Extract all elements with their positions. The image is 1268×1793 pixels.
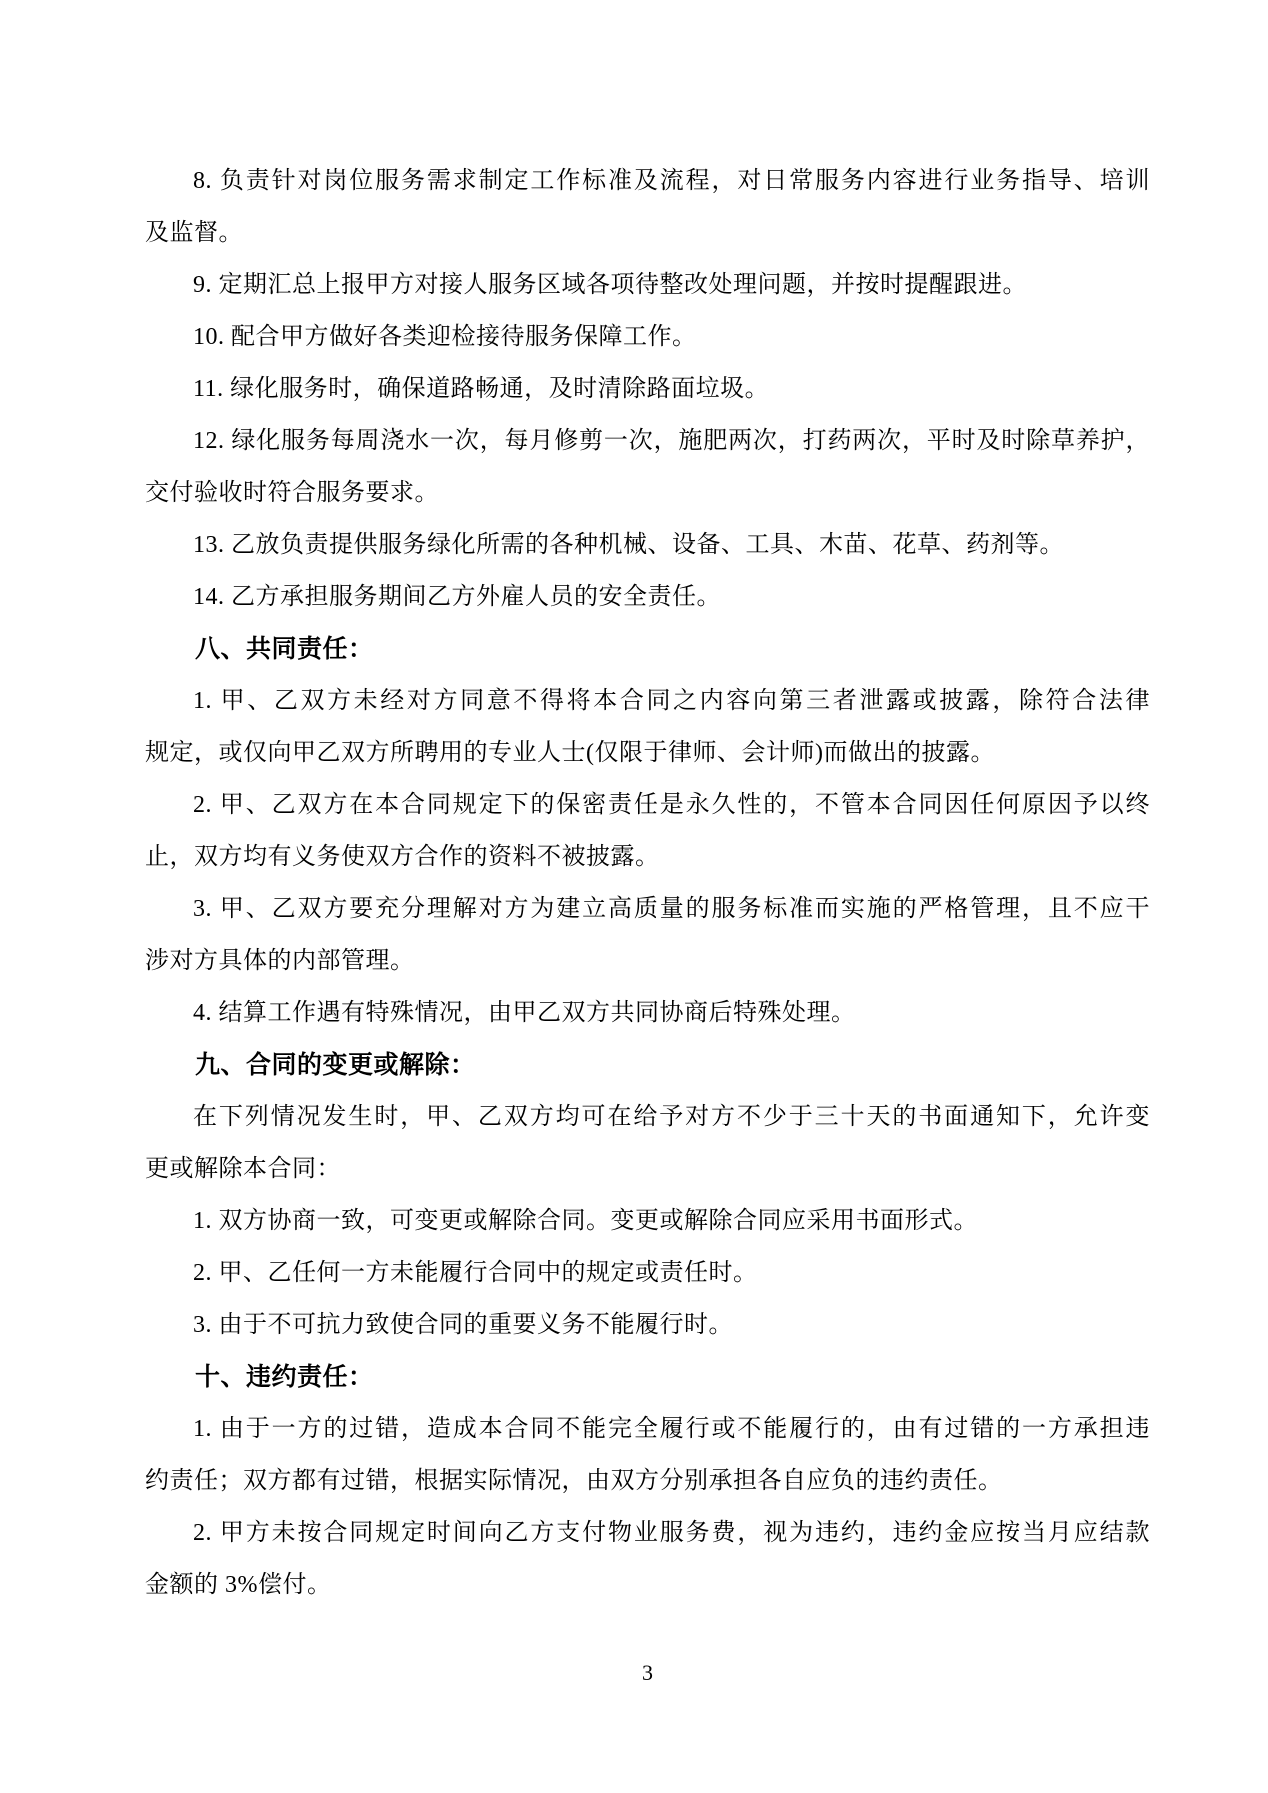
clause-line: 规定，或仅向甲乙双方所聘用的专业人士(仅限于律师、会计师)而做出的披露。 xyxy=(145,740,995,766)
clause-line: 涉对方具体的内部管理。 xyxy=(145,948,415,974)
clause-line: 10. 配合甲方做好各类迎检接待服务保障工作。 xyxy=(193,324,697,350)
clause-line: 8. 负责针对岗位服务需求制定工作标准及流程，对日常服务内容进行业务指导、培训 xyxy=(193,168,1150,194)
clause-line: 12. 绿化服务每周浇水一次，每月修剪一次，施肥两次，打药两次，平时及时除草养护， xyxy=(193,428,1150,454)
clause-line: 止，双方均有义务使双方合作的资料不被披露。 xyxy=(145,844,660,870)
section-heading: 九、合同的变更或解除： xyxy=(195,1051,476,1079)
clause-line: 4. 结算工作遇有特殊情况，由甲乙双方共同协商后特殊处理。 xyxy=(193,1000,856,1026)
clause-line: 约责任；双方都有过错，根据实际情况，由双方分别承担各自应负的违约责任。 xyxy=(145,1468,1003,1494)
clause-line: 更或解除本合同： xyxy=(145,1156,341,1182)
section-heading: 八、共同责任： xyxy=(195,635,374,663)
clause-line: 9. 定期汇总上报甲方对接人服务区域各项待整改处理问题，并按时提醒跟进。 xyxy=(193,272,1027,298)
clause-line: 2. 甲、乙任何一方未能履行合同中的规定或责任时。 xyxy=(193,1260,758,1286)
clause-line: 1. 双方协商一致，可变更或解除合同。变更或解除合同应采用书面形式。 xyxy=(193,1208,978,1234)
clause-line: 1. 甲、乙双方未经对方同意不得将本合同之内容向第三者泄露或披露，除符合法律 xyxy=(193,688,1150,714)
clause-line: 在下列情况发生时，甲、乙双方均可在给予对方不少于三十天的书面通知下，允许变 xyxy=(193,1104,1150,1130)
clause-line: 2. 甲、乙双方在本合同规定下的保密责任是永久性的，不管本合同因任何原因予以终 xyxy=(193,792,1150,818)
clause-line: 11. 绿化服务时，确保道路畅通，及时清除路面垃圾。 xyxy=(193,376,770,402)
clause-line: 3. 由于不可抗力致使合同的重要义务不能履行时。 xyxy=(193,1312,733,1338)
page-number: 3 xyxy=(642,1660,653,1685)
clause-line: 交付验收时符合服务要求。 xyxy=(145,480,439,506)
clause-line: 1. 由于一方的过错，造成本合同不能完全履行或不能履行的，由有过错的一方承担违 xyxy=(193,1416,1150,1442)
section-heading: 十、违约责任： xyxy=(195,1363,374,1391)
clause-line: 13. 乙放负责提供服务绿化所需的各种机械、设备、工具、木苗、花草、药剂等。 xyxy=(193,532,1064,558)
clause-line: 3. 甲、乙双方要充分理解对方为建立高质量的服务标准而实施的严格管理，且不应干 xyxy=(193,896,1150,922)
clause-line: 14. 乙方承担服务期间乙方外雇人员的安全责任。 xyxy=(193,584,721,610)
contract-text-block xyxy=(145,155,1150,1611)
clause-line: 2. 甲方未按合同规定时间向乙方支付物业服务费，视为违约，违约金应按当月应结款 xyxy=(193,1520,1150,1546)
clause-line: 及监督。 xyxy=(145,220,243,246)
clause-line: 金额的 3%偿付。 xyxy=(145,1572,332,1598)
